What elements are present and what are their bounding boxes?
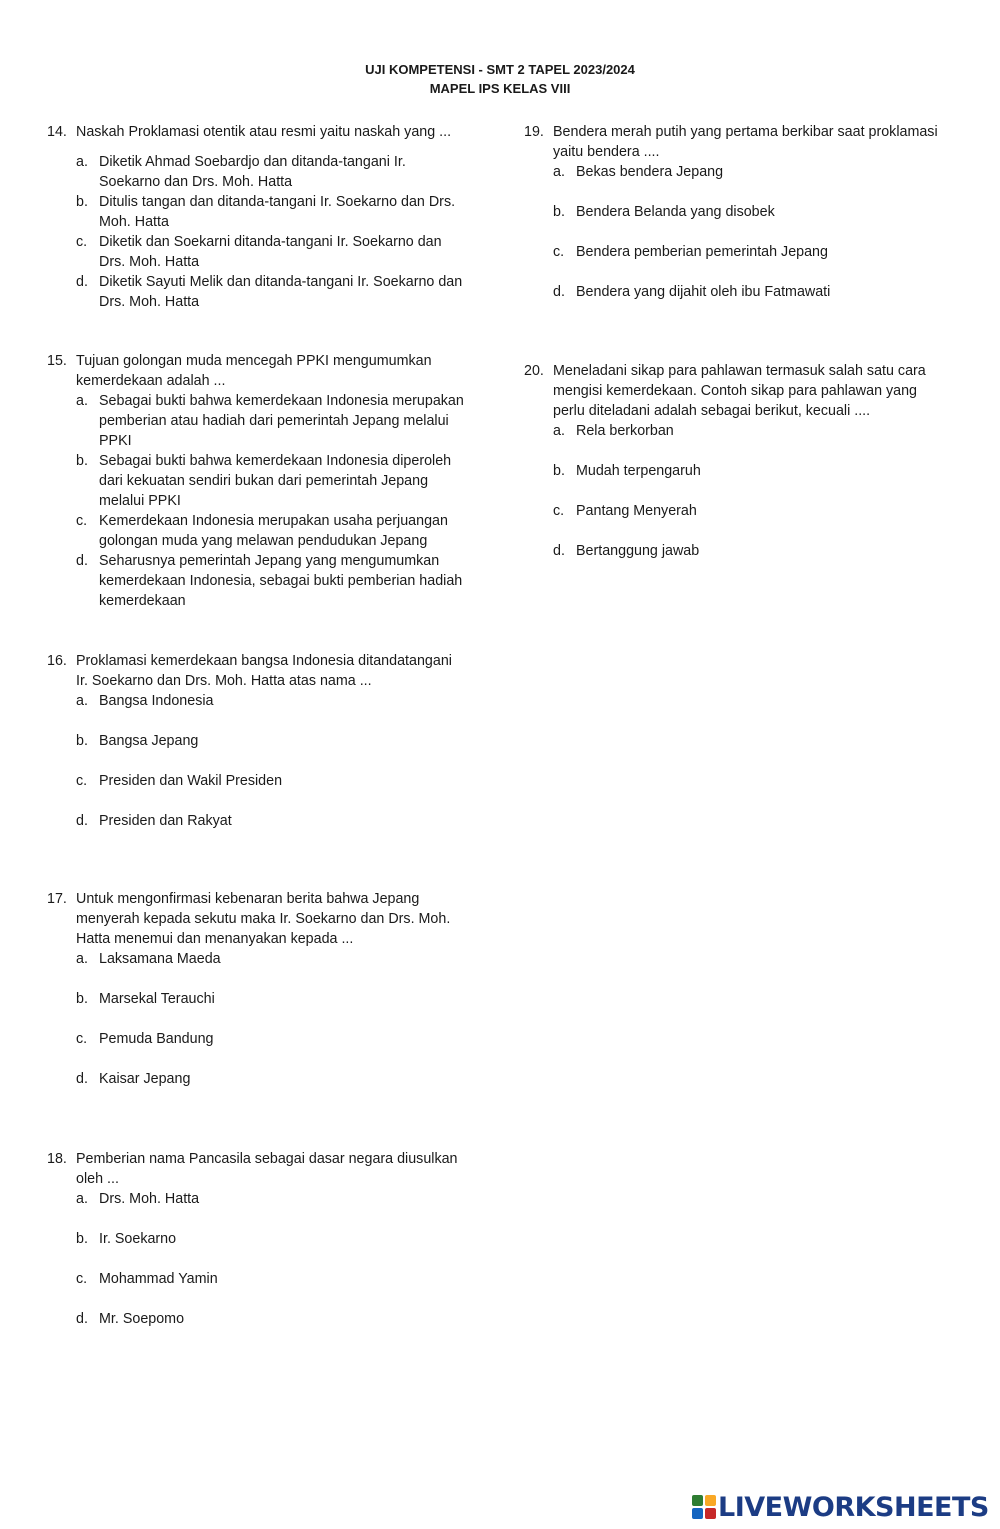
question-text [524,122,949,162]
worksheet-header [0,60,1000,98]
option-text: Sebagai bukti bahwa kemerdekaan Indonesia merupakan pemberian atau hadiah dari pemerintah Jepang melalui PPKI [99,393,464,449]
option-c[interactable] [47,511,467,551]
option-letter: b. [553,204,565,220]
question-18 [47,1149,467,1329]
option-letter: c. [553,244,565,260]
header-subtitle: MAPEL IPS KELAS VIII [429,81,571,96]
option-letter: d. [76,274,88,290]
option-a[interactable] [47,1189,467,1209]
option-letter: c. [76,1271,88,1287]
option-b[interactable] [47,731,467,751]
question-15 [47,351,467,611]
option-text: Presiden dan Rakyat [99,813,232,829]
question-prompt: Bendera merah putih yang pertama berkibar saat proklamasi yaitu bendera .... [553,124,938,160]
option-text: Diketik Ahmad Soebardjo dan ditanda-tangani Ir. Soekarno dan Drs. Moh. Hatta [99,154,406,190]
option-letter: b. [76,991,88,1007]
question-number: 20. [524,363,544,379]
option-text: Bekas bendera Jepang [576,164,724,180]
logo-text: LIVEWORKSHEETS [718,1491,989,1523]
option-text: Rela berkorban [576,423,674,439]
option-c[interactable] [47,771,467,791]
option-text: Mr. Soepomo [99,1311,185,1327]
option-letter: c. [76,1031,88,1047]
option-d[interactable] [47,811,467,831]
option-c[interactable] [47,1029,467,1049]
option-text: Ir. Soekarno [99,1231,177,1247]
option-letter: d. [76,553,88,569]
option-letter: b. [76,194,88,210]
option-d[interactable] [524,282,949,302]
option-text: Ditulis tangan dan ditanda-tangani Ir. Soekarno dan Drs. Moh. Hatta [99,194,456,230]
option-text: Bendera pemberian pemerintah Jepang [576,244,828,260]
option-a[interactable] [524,162,949,182]
question-20 [524,361,949,561]
option-c[interactable] [524,242,949,262]
question-prompt: Tujuan golongan muda mencegah PPKI mengumumkan kemerdekaan adalah ... [76,353,432,389]
option-text: Laksamana Maeda [99,951,221,967]
option-b[interactable] [47,1229,467,1249]
option-text: Kemerdekaan Indonesia merupakan usaha perjuangan golongan muda yang melawan pendudukan Jepang [99,513,448,549]
option-text: Kaisar Jepang [99,1071,191,1087]
option-letter: a. [76,693,88,709]
logo-grid-icon [692,1495,716,1519]
options-list [524,162,949,302]
option-a[interactable] [47,949,467,969]
logo-tile-yellow [705,1495,716,1506]
question-text [47,651,467,691]
question-prompt: Naskah Proklamasi otentik atau resmi yaitu naskah yang ... [76,124,452,140]
option-text: Pantang Menyerah [576,503,697,519]
question-19 [524,122,949,302]
option-text: Presiden dan Wakil Presiden [99,773,283,789]
options-list [524,421,949,561]
option-letter: a. [76,951,88,967]
question-number: 19. [524,124,544,140]
logo-tile-red [705,1508,716,1519]
question-number: 15. [47,353,67,369]
question-number: 18. [47,1151,67,1167]
option-letter: a. [553,164,565,180]
option-c[interactable] [524,501,949,521]
option-a[interactable] [47,391,467,451]
question-number: 17. [47,891,67,907]
option-b[interactable] [47,451,467,511]
option-letter: c. [76,513,88,529]
option-d[interactable] [47,1309,467,1329]
option-a[interactable] [524,421,949,441]
option-letter: d. [76,1071,88,1087]
option-letter: a. [76,154,88,170]
logo-tile-blue [692,1508,703,1519]
option-letter: d. [553,284,565,300]
question-14 [47,122,467,312]
option-letter: a. [553,423,565,439]
option-letter: b. [76,733,88,749]
option-text: Diketik Sayuti Melik dan ditanda-tangani Ir. Soekarno dan Drs. Moh. Hatta [99,274,463,310]
option-text: Bendera yang dijahit oleh ibu Fatmawati [576,284,831,300]
option-letter: a. [76,393,88,409]
option-text: Pemuda Bandung [99,1031,214,1047]
question-number: 14. [47,124,67,140]
option-letter: d. [76,1311,88,1327]
option-text: Mohammad Yamin [99,1271,218,1287]
options-list [47,949,467,1089]
question-16 [47,651,467,831]
option-a[interactable] [47,152,467,192]
option-letter: b. [553,463,565,479]
option-letter: d. [553,543,565,559]
options-list [47,391,467,611]
option-letter: b. [76,1231,88,1247]
header-title: UJI KOMPETENSI - SMT 2 TAPEL 2023/2024 [365,62,635,77]
option-letter: c. [76,773,88,789]
options-list [47,152,467,312]
question-text [47,351,467,391]
option-text: Seharusnya pemerintah Jepang yang mengumumkan kemerdekaan Indonesia, sebagai bukti pemberian hadiah kemerdekaan [99,553,463,609]
question-text [524,361,949,421]
question-17 [47,889,467,1089]
option-text: Marsekal Terauchi [99,991,215,1007]
option-d[interactable] [47,551,467,611]
option-d[interactable] [47,1069,467,1089]
liveworksheets-logo[interactable] [692,1492,989,1522]
question-prompt: Untuk mengonfirmasi kebenaran berita bahwa Jepang menyerah kepada sekutu maka Ir. Soekarno dan Drs. Moh. Hatta menemui dan menanyakan kepada ... [76,891,451,947]
question-prompt: Proklamasi kemerdekaan bangsa Indonesia ditandatangani Ir. Soekarno dan Drs. Moh. Hatta atas nama ... [76,653,452,689]
option-c[interactable] [47,232,467,272]
option-text: Diketik dan Soekarni ditanda-tangani Ir. Soekarno dan Drs. Moh. Hatta [99,234,442,270]
option-text: Sebagai bukti bahwa kemerdekaan Indonesia diperoleh dari kekuatan sendiri bukan dari pemerintah Jepang melalui PPKI [99,453,452,509]
option-text: Bangsa Indonesia [99,693,214,709]
question-text [47,122,467,142]
question-prompt: Meneladani sikap para pahlawan termasuk salah satu cara mengisi kemerdekaan. Contoh sikap para pahlawan yang perlu diteladani adalah sebagai berikut, kecuali .... [553,363,926,419]
option-c[interactable] [47,1269,467,1289]
option-letter: c. [76,234,88,250]
options-list [47,691,467,831]
option-text: Drs. Moh. Hatta [99,1191,200,1207]
option-letter: d. [76,813,88,829]
option-b[interactable] [47,989,467,1009]
option-b[interactable] [524,461,949,481]
question-text [47,889,467,949]
question-text [47,1149,467,1189]
option-letter: a. [76,1191,88,1207]
option-text: Bangsa Jepang [99,733,199,749]
option-text: Mudah terpengaruh [576,463,701,479]
option-a[interactable] [47,691,467,711]
option-d[interactable] [524,541,949,561]
question-prompt: Pemberian nama Pancasila sebagai dasar negara diusulkan oleh ... [76,1151,458,1187]
option-d[interactable] [47,272,467,312]
option-b[interactable] [524,202,949,222]
options-list [47,1189,467,1329]
option-letter: b. [76,453,88,469]
option-text: Bertanggung jawab [576,543,700,559]
option-letter: c. [553,503,565,519]
option-b[interactable] [47,192,467,232]
option-text: Bendera Belanda yang disobek [576,204,775,220]
question-number: 16. [47,653,67,669]
logo-tile-green [692,1495,703,1506]
